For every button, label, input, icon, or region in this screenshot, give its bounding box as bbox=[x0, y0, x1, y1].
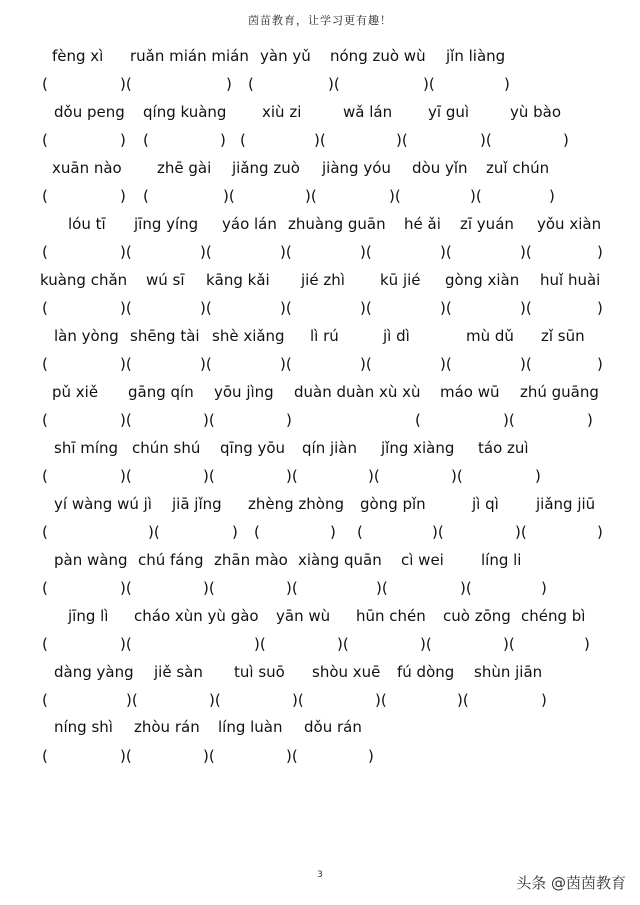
pinyin-word: zhòu rán bbox=[134, 718, 200, 736]
bracket: )( bbox=[440, 299, 452, 317]
bracket: )( bbox=[503, 411, 515, 429]
pinyin-word: lóu tī bbox=[68, 215, 106, 233]
bracket: ( bbox=[42, 467, 48, 485]
bracket: ) bbox=[541, 579, 547, 597]
bracket: )( bbox=[120, 467, 132, 485]
bracket: )( bbox=[203, 411, 215, 429]
bracket: ( bbox=[357, 523, 363, 541]
pinyin-word: yí wàng wú jì bbox=[54, 495, 152, 513]
pinyin-word: jīng lì bbox=[68, 607, 109, 625]
bracket: ) bbox=[226, 75, 232, 93]
pinyin-word: tuì suō bbox=[234, 663, 285, 681]
bracket: ( bbox=[42, 355, 48, 373]
bracket: )( bbox=[337, 635, 349, 653]
pinyin-word: kāng kǎi bbox=[206, 271, 270, 289]
pinyin-word: gāng qín bbox=[128, 383, 194, 401]
pinyin-word: yān wù bbox=[276, 607, 331, 625]
pinyin-word: xiù zi bbox=[262, 103, 302, 121]
pinyin-word: líng li bbox=[481, 551, 522, 569]
pinyin-word: làn yòng bbox=[54, 327, 119, 345]
pinyin-word: ruǎn mián mián bbox=[130, 47, 249, 65]
bracket: ( bbox=[42, 523, 48, 541]
bracket: )( bbox=[200, 299, 212, 317]
bracket: )( bbox=[376, 579, 388, 597]
answer-bracket-row bbox=[0, 297, 640, 319]
pinyin-word: pàn wàng bbox=[54, 551, 128, 569]
pinyin-word: yáo lán bbox=[222, 215, 277, 233]
bracket: )( bbox=[254, 635, 266, 653]
bracket: ) bbox=[587, 411, 593, 429]
bracket: ( bbox=[42, 747, 48, 765]
answer-bracket-row bbox=[0, 353, 640, 375]
bracket: )( bbox=[457, 691, 469, 709]
bracket: )( bbox=[314, 131, 326, 149]
bracket: )( bbox=[440, 355, 452, 373]
bracket: ( bbox=[42, 75, 48, 93]
bracket: )( bbox=[280, 355, 292, 373]
bracket: )( bbox=[440, 243, 452, 261]
bracket: )( bbox=[480, 131, 492, 149]
bracket: )( bbox=[120, 747, 132, 765]
bracket: ) bbox=[597, 523, 603, 541]
watermark-text: 头条 @茵茵教育 bbox=[516, 874, 626, 892]
bracket: )( bbox=[120, 411, 132, 429]
pinyin-word: zuǐ chún bbox=[486, 159, 550, 177]
pinyin-word: cì wei bbox=[401, 551, 444, 569]
pinyin-row bbox=[0, 437, 640, 459]
pinyin-word: dǒu rán bbox=[304, 718, 362, 736]
bracket: ) bbox=[120, 187, 126, 205]
pinyin-word: chéng bì bbox=[521, 607, 586, 625]
pinyin-row bbox=[0, 269, 640, 291]
pinyin-word: nóng zuò wù bbox=[330, 47, 426, 65]
answer-bracket-row bbox=[0, 409, 640, 431]
bracket: ( bbox=[42, 691, 48, 709]
bracket: )( bbox=[292, 691, 304, 709]
pinyin-word: fèng xì bbox=[52, 47, 104, 65]
pinyin-word: táo zuì bbox=[478, 439, 529, 457]
answer-bracket-row bbox=[0, 241, 640, 263]
bracket: )( bbox=[120, 75, 132, 93]
bracket: ) bbox=[541, 691, 547, 709]
bracket: )( bbox=[420, 635, 432, 653]
pinyin-word: máo wū bbox=[440, 383, 500, 401]
pinyin-row bbox=[0, 325, 640, 347]
pinyin-word: kū jié bbox=[380, 271, 421, 289]
pinyin-word: jīng yíng bbox=[134, 215, 199, 233]
bracket: ) bbox=[368, 747, 374, 765]
pinyin-word: dàng yàng bbox=[54, 663, 134, 681]
pinyin-word: cháo xùn yù gào bbox=[134, 607, 259, 625]
pinyin-row bbox=[0, 549, 640, 571]
bracket: ) bbox=[286, 411, 292, 429]
answer-bracket-row bbox=[0, 465, 640, 487]
bracket: )( bbox=[389, 187, 401, 205]
bracket: )( bbox=[432, 523, 444, 541]
pinyin-word: duàn duàn xù xù bbox=[294, 383, 421, 401]
pinyin-word: yǒu xiàn bbox=[537, 215, 602, 233]
bracket: )( bbox=[423, 75, 435, 93]
pinyin-word: yī guì bbox=[428, 103, 470, 121]
page-header: 茵苗教育，让学习更有趣！ bbox=[248, 14, 392, 27]
pinyin-word: shī míng bbox=[54, 439, 119, 457]
bracket: )( bbox=[120, 355, 132, 373]
bracket: )( bbox=[286, 579, 298, 597]
bracket: )( bbox=[209, 691, 221, 709]
bracket: ) bbox=[535, 467, 541, 485]
bracket: )( bbox=[460, 579, 472, 597]
pinyin-row bbox=[0, 213, 640, 235]
pinyin-word: chú fáng bbox=[138, 551, 204, 569]
pinyin-row bbox=[0, 493, 640, 515]
pinyin-word: zǐ sūn bbox=[541, 327, 585, 345]
pinyin-word: zhān mào bbox=[214, 551, 288, 569]
pinyin-row bbox=[0, 661, 640, 683]
bracket: )( bbox=[280, 243, 292, 261]
bracket: )( bbox=[203, 747, 215, 765]
bracket: )( bbox=[286, 467, 298, 485]
bracket: ) bbox=[549, 187, 555, 205]
pinyin-row bbox=[0, 381, 640, 403]
answer-bracket-row bbox=[0, 745, 640, 767]
bracket: ( bbox=[42, 131, 48, 149]
bracket: )( bbox=[280, 299, 292, 317]
bracket: )( bbox=[520, 299, 532, 317]
bracket: )( bbox=[286, 747, 298, 765]
bracket: ( bbox=[248, 75, 254, 93]
pinyin-word: pǔ xiě bbox=[52, 383, 99, 401]
pinyin-word: lì rú bbox=[310, 327, 339, 345]
bracket: ) bbox=[563, 131, 569, 149]
pinyin-word: jiǎng jiū bbox=[536, 495, 596, 513]
bracket: )( bbox=[451, 467, 463, 485]
bracket: )( bbox=[360, 299, 372, 317]
pinyin-word: jiě sàn bbox=[154, 663, 203, 681]
bracket: ( bbox=[42, 411, 48, 429]
bracket: ( bbox=[240, 131, 246, 149]
bracket: )( bbox=[148, 523, 160, 541]
pinyin-word: cuò zōng bbox=[443, 607, 511, 625]
pinyin-word: fú dòng bbox=[397, 663, 455, 681]
bracket: )( bbox=[368, 467, 380, 485]
bracket: ( bbox=[42, 635, 48, 653]
bracket: ) bbox=[597, 299, 603, 317]
bracket: ) bbox=[597, 355, 603, 373]
pinyin-word: níng shì bbox=[54, 718, 113, 736]
bracket: ( bbox=[143, 187, 149, 205]
pinyin-word: jiā jǐng bbox=[172, 495, 222, 513]
bracket: ( bbox=[143, 131, 149, 149]
pinyin-word: yàn yǔ bbox=[260, 47, 311, 65]
pinyin-row bbox=[0, 157, 640, 179]
bracket: )( bbox=[305, 187, 317, 205]
bracket: )( bbox=[360, 355, 372, 373]
bracket: )( bbox=[328, 75, 340, 93]
pinyin-word: xiàng quān bbox=[298, 551, 382, 569]
pinyin-word: yù bào bbox=[510, 103, 562, 121]
bracket: ) bbox=[504, 75, 510, 93]
pinyin-word: chún shú bbox=[132, 439, 201, 457]
bracket: )( bbox=[203, 467, 215, 485]
pinyin-word: líng luàn bbox=[218, 718, 283, 736]
bracket: )( bbox=[120, 243, 132, 261]
pinyin-word: zhèng zhòng bbox=[248, 495, 344, 513]
bracket: )( bbox=[515, 523, 527, 541]
pinyin-word: jì dì bbox=[383, 327, 410, 345]
bracket: ) bbox=[120, 131, 126, 149]
bracket: ( bbox=[254, 523, 260, 541]
pinyin-word: qín jiàn bbox=[302, 439, 357, 457]
bracket: )( bbox=[223, 187, 235, 205]
pinyin-word: hé ǎi bbox=[404, 215, 441, 233]
pinyin-word: wǎ lán bbox=[343, 103, 393, 121]
pinyin-row bbox=[0, 45, 640, 67]
pinyin-word: shòu xuē bbox=[312, 663, 381, 681]
bracket: ) bbox=[584, 635, 590, 653]
bracket: )( bbox=[360, 243, 372, 261]
bracket: )( bbox=[503, 635, 515, 653]
page-number: 3 bbox=[317, 870, 323, 880]
bracket: )( bbox=[126, 691, 138, 709]
pinyin-word: qíng kuàng bbox=[143, 103, 227, 121]
pinyin-word: zhú guāng bbox=[520, 383, 599, 401]
bracket: ( bbox=[415, 411, 421, 429]
answer-bracket-row bbox=[0, 633, 640, 655]
pinyin-word: qīng yōu bbox=[220, 439, 286, 457]
bracket: )( bbox=[203, 579, 215, 597]
bracket: )( bbox=[396, 131, 408, 149]
pinyin-word: jiàng yóu bbox=[322, 159, 391, 177]
bracket: ( bbox=[42, 299, 48, 317]
pinyin-word: gòng xiàn bbox=[445, 271, 520, 289]
bracket: )( bbox=[120, 635, 132, 653]
answer-bracket-row bbox=[0, 73, 640, 95]
pinyin-word: wú sī bbox=[146, 271, 185, 289]
answer-bracket-row bbox=[0, 577, 640, 599]
pinyin-word: jǐng xiàng bbox=[381, 439, 455, 457]
pinyin-word: shè xiǎng bbox=[212, 327, 285, 345]
bracket: )( bbox=[470, 187, 482, 205]
pinyin-word: jié zhì bbox=[301, 271, 345, 289]
answer-bracket-row bbox=[0, 521, 640, 543]
pinyin-word: jì qì bbox=[472, 495, 499, 513]
bracket: )( bbox=[200, 355, 212, 373]
pinyin-word: zī yuán bbox=[460, 215, 514, 233]
bracket: ) bbox=[232, 523, 238, 541]
pinyin-word: yōu jìng bbox=[214, 383, 274, 401]
pinyin-word: shēng tài bbox=[130, 327, 200, 345]
pinyin-word: mù dǔ bbox=[466, 327, 514, 345]
pinyin-row bbox=[0, 716, 640, 738]
bracket: )( bbox=[520, 243, 532, 261]
bracket: )( bbox=[200, 243, 212, 261]
bracket: )( bbox=[375, 691, 387, 709]
pinyin-word: hūn chén bbox=[356, 607, 426, 625]
pinyin-word: xuān nào bbox=[52, 159, 122, 177]
pinyin-word: huǐ huài bbox=[540, 271, 601, 289]
pinyin-word: dòu yǐn bbox=[412, 159, 468, 177]
bracket: ) bbox=[597, 243, 603, 261]
bracket: ) bbox=[330, 523, 336, 541]
pinyin-word: shùn jiān bbox=[474, 663, 543, 681]
bracket: )( bbox=[120, 579, 132, 597]
pinyin-word: dǒu peng bbox=[54, 103, 125, 121]
bracket: )( bbox=[120, 299, 132, 317]
pinyin-word: zhuàng guān bbox=[288, 215, 386, 233]
bracket: ( bbox=[42, 187, 48, 205]
pinyin-word: zhē gài bbox=[157, 159, 212, 177]
answer-bracket-row bbox=[0, 129, 640, 151]
pinyin-word: gòng pǐn bbox=[360, 495, 426, 513]
pinyin-word: kuàng chǎn bbox=[40, 271, 128, 289]
bracket: ) bbox=[220, 131, 226, 149]
pinyin-row bbox=[0, 101, 640, 123]
answer-bracket-row bbox=[0, 689, 640, 711]
pinyin-word: jiǎng zuò bbox=[232, 159, 300, 177]
bracket: ( bbox=[42, 579, 48, 597]
pinyin-word: jǐn liàng bbox=[446, 47, 506, 65]
answer-bracket-row bbox=[0, 185, 640, 207]
bracket: )( bbox=[520, 355, 532, 373]
bracket: ( bbox=[42, 243, 48, 261]
pinyin-row bbox=[0, 605, 640, 627]
